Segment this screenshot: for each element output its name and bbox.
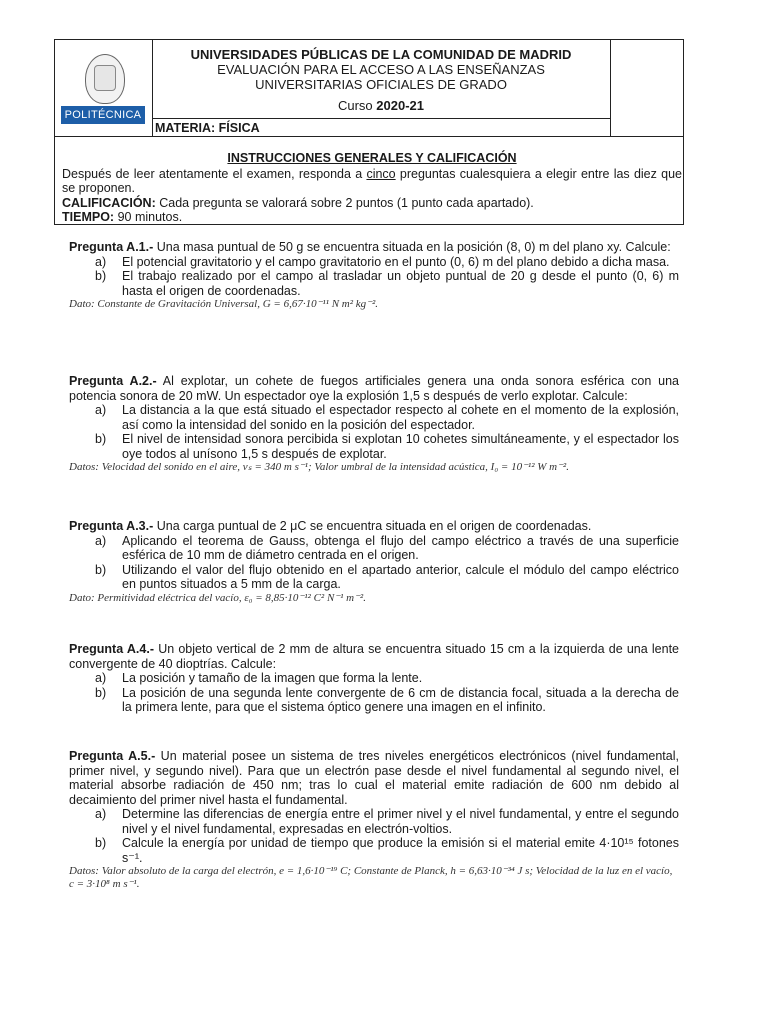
header-line-3: UNIVERSITARIAS OFICIALES DE GRADO (255, 77, 507, 92)
question-item: a) La posición y tamaño de la imagen que forma la lente. (95, 671, 423, 685)
instructions-title: INSTRUCCIONES GENERALES Y CALIFICACIÓN (227, 151, 517, 165)
question-label: Pregunta A.1.- (69, 240, 154, 254)
question-label: Pregunta A.4.- (69, 642, 154, 656)
header-divider-right (610, 40, 611, 136)
question-item: a) La distancia a la que está situado el espectador respecto al cohete en el momento de la explosión, así como la intensidad del sonido en la posición del espectador. (95, 403, 679, 432)
question-a2 (69, 374, 679, 474)
instructions-text: Después de leer atentamente el examen, responda a cinco preguntas cualesquiera a elegir entre las diez que se proponen. (62, 166, 682, 195)
question-label: Pregunta A.3.- (69, 519, 154, 533)
question-item: b) Utilizando el valor del flujo obtenido en el apartado anterior, calcule el módulo del campo eléctrico en puntos situados a 5 mm de la carga. (95, 562, 679, 591)
materia-divider (152, 118, 610, 119)
course-label: Curso (337, 98, 373, 113)
instructions-section (62, 151, 682, 225)
question-item: a) Aplicando el teorema de Gauss, obtenga el flujo del campo eléctrico a través de una superficie esférica de 10 mm de diámetro centrada en el origen. (95, 533, 679, 562)
university-title: UNIVERSIDADES PÚBLICAS DE LA COMUNIDAD DE MADRID (190, 47, 572, 62)
question-label: Pregunta A.2.- (69, 374, 157, 388)
question-a4 (69, 642, 679, 715)
question-stem: Un material posee un sistema de tres niveles energéticos electrónicos (nivel fundamental, primer nivel, y segundo nivel). Para que un electrón pase desde el nivel fundamental al segundo nivel, el material absorbe radiación de 450 nm; tras lo cual el material emite radiación de 600 nm debido al decaimiento del primer nivel hasta el fundamental. (69, 749, 679, 807)
question-a5 (69, 749, 679, 891)
header-divider-left (152, 40, 153, 136)
header-line-2: EVALUACIÓN PARA EL ACCESO A LAS ENSEÑANZAS (217, 62, 545, 77)
question-item: a) El potencial gravitatorio y el campo gravitatorio en el punto (0, 6) m del plano debido a dicha masa. (95, 254, 670, 269)
question-item: b) El nivel de intensidad sonora percibida si explotan 10 cohetes simultáneamente, y el espectador los oye todos al unísono 1,5 s después de explotar. (95, 432, 679, 461)
exam-header-box (54, 39, 684, 225)
logo-label: POLITÉCNICA (61, 106, 145, 124)
question-stem: Al explotar, un cohete de fuegos artificiales genera una onda sonora esférica con una potencia sonora de 20 mW. Un espectador oye la explosión 1,5 s después de verlo explotar. Calcule: (69, 374, 679, 403)
question-stem: Una carga puntual de 2 μC se encuentra situada en el origen de coordenadas. (153, 519, 592, 533)
question-data-note: Datos: Velocidad del sonido en el aire, vₛ = 340 m s⁻¹; Valor umbral de la intensidad acústica, I₀ = 10⁻¹² W m⁻². (69, 461, 569, 473)
question-stem: Una masa puntual de 50 g se encuentra situada en la posición (8, 0) m del plano xy. Calcule: (153, 240, 671, 254)
time-line: TIEMPO: 90 minutos. (62, 210, 183, 224)
question-a3 (69, 519, 679, 605)
course-line (155, 98, 607, 113)
question-data-note: Dato: Constante de Gravitación Universal, G = 6,67·10⁻¹¹ N m² kg⁻². (69, 298, 379, 310)
question-item: a) Determine las diferencias de energía entre el primer nivel y el nivel fundamental, y entre el segundo nivel y el nivel fundamental, expresadas en electrón-voltios. (95, 807, 679, 836)
question-item: b) El trabajo realizado por el campo al trasladar un objeto puntual de 20 g desde el punto (0, 6) m hasta el origen de coordenadas. (95, 269, 679, 298)
question-label: Pregunta A.5.- (69, 749, 156, 763)
question-data-note: Dato: Permitividad eléctrica del vacío, ε₀ = 8,85·10⁻¹² C² N⁻¹ m⁻². (69, 591, 366, 604)
course-year: 2020-21 (376, 98, 425, 113)
question-data-note: Datos: Valor absoluto de la carga del electrón, e = 1,6·10⁻¹⁹ C; Constante de Planck, h = 6,63·10⁻³⁴ J s; Velocidad de la luz en el vacío, c = 3·10⁸ m s⁻¹. (69, 865, 673, 890)
grading-line: CALIFICACIÓN: Cada pregunta se valorará sobre 2 puntos (1 punto cada apartado). (62, 195, 534, 210)
question-item: b) Calcule la energía por unidad de tiempo que produce la emisión si el material emite 4·10¹⁵ fotones s⁻¹. (95, 836, 679, 865)
question-item: b) La posición de una segunda lente convergente de 6 cm de distancia focal, situada a la derecha de la primera lente, para que el sistema óptico genere una imagen en el infinito. (95, 685, 679, 714)
subject-title: MATERIA: FÍSICA (155, 121, 260, 135)
university-seal-icon (85, 54, 125, 104)
question-a1 (69, 240, 679, 311)
question-stem: Un objeto vertical de 2 mm de altura se encuentra situado 15 cm a la izquierda de una lente convergente de 40 dioptrías. Calcule: (69, 642, 679, 671)
upm-logo (61, 54, 145, 130)
header-divider-bottom (55, 136, 683, 137)
